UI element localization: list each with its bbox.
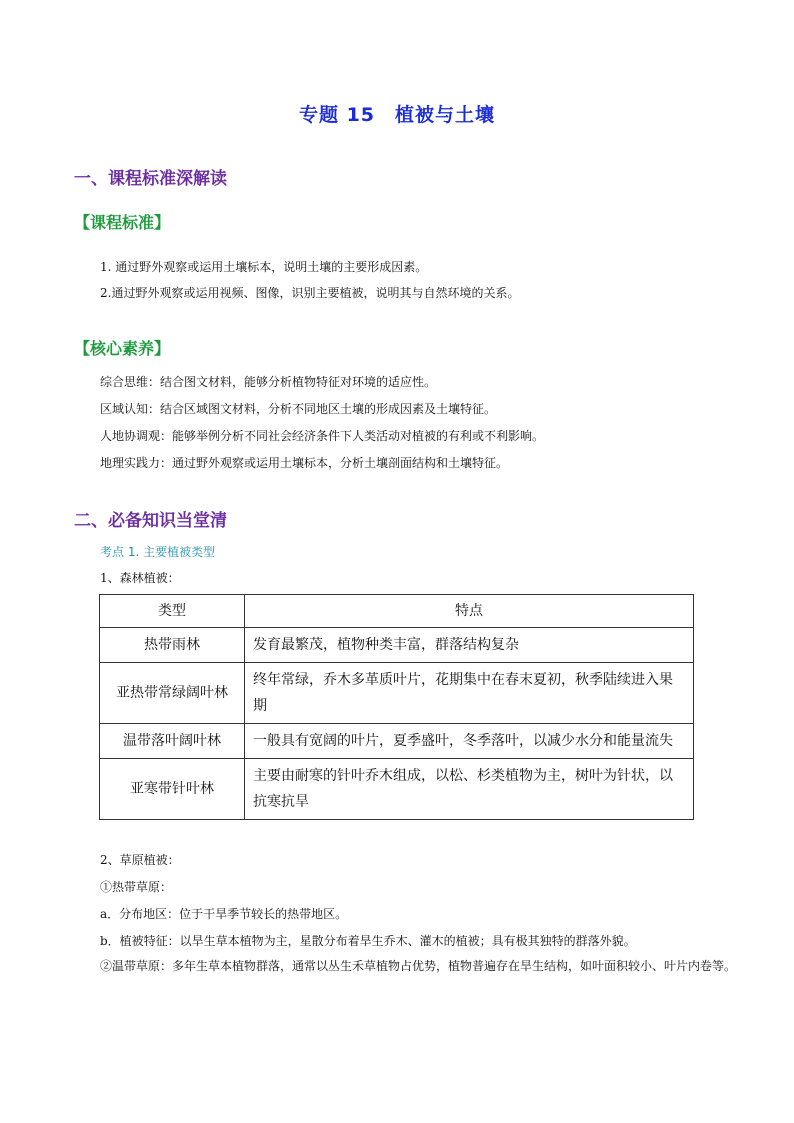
table-cell-type: 温带落叶阔叶林 [100,724,245,759]
table-cell-feature: 主要由耐寒的针叶乔木组成，以松、杉类植物为主，树叶为针状，以抗寒抗旱 [245,759,694,820]
table-cell-type: 亚寒带针叶林 [100,759,245,820]
literacy-item-4: 地理实践力：通过野外观察或运用土壤标本，分析土壤剖面结构和土壤特征。 [100,456,509,470]
tropical-features: b．植被特征：以旱生草本植物为主，星散分布着旱生乔木、灌木的植被；具有极其独特的群落外貌。 [100,934,636,948]
section2-heading: 二、必备知识当堂清 [74,511,227,531]
section1-heading: 一、课程标准深解读 [74,169,227,189]
standard-item-1: 1. 通过野外观察或运用土壤标本，说明土壤的主要形成因素。 [100,260,428,274]
table-cell-type: 亚热带常绿阔叶林 [100,663,245,724]
table-header-cell: 类型 [100,595,245,628]
table-cell-feature: 一般具有宽阔的叶片，夏季盛叶，冬季落叶，以减少水分和能量流失 [245,724,694,759]
literacy-heading: 【核心素养】 [74,339,171,358]
temperate-grass-paragraph: ②温带草原：多年生草本植物群落，通常以丛生禾草植物占优势，植物普遍存在旱生结构，如叶面积较小、叶片内卷等。 [100,959,737,973]
table-cell-type: 热带雨林 [100,628,245,663]
table-cell-feature: 发育最繁茂，植物种类丰富，群落结构复杂 [245,628,694,663]
table-row [100,724,694,759]
kaodian-label: 考点 1. 主要植被类型 [100,545,216,559]
table-cell-feature: 终年常绿，乔木多革质叶片，花期集中在春末夏初，秋季陆续进入果期 [245,663,694,724]
vegetation-table [99,594,694,820]
literacy-item-2: 区域认知：结合区域图文材料，分析不同地区土壤的形成因素及土壤特征。 [100,402,497,416]
tropical-distribution: a．分布地区：位于干旱季节较长的热带地区。 [100,907,348,921]
standard-heading: 【课程标准】 [74,213,171,232]
standard-item-2: 2.通过野外观察或运用视频、图像，识别主要植被，说明其与自然环境的关系。 [100,286,520,300]
table-row [100,663,694,724]
literacy-item-3: 人地协调观：能够举例分析不同社会经济条件下人类活动对植被的有利或不利影响。 [100,429,545,443]
page-title: 专题 15 植被与土壤 [298,104,496,126]
forest-label: 1、森林植被： [100,571,180,585]
table-row [100,628,694,663]
table-header-cell: 特点 [245,595,694,628]
grass-label: 2、草原植被： [100,853,180,867]
table-row [100,759,694,820]
literacy-item-1: 综合思维：结合图文材料，能够分析植物特征对环境的适应性。 [100,375,437,389]
table-header-row [100,595,694,628]
tropical-grass-label: ①热带草原： [100,880,173,894]
